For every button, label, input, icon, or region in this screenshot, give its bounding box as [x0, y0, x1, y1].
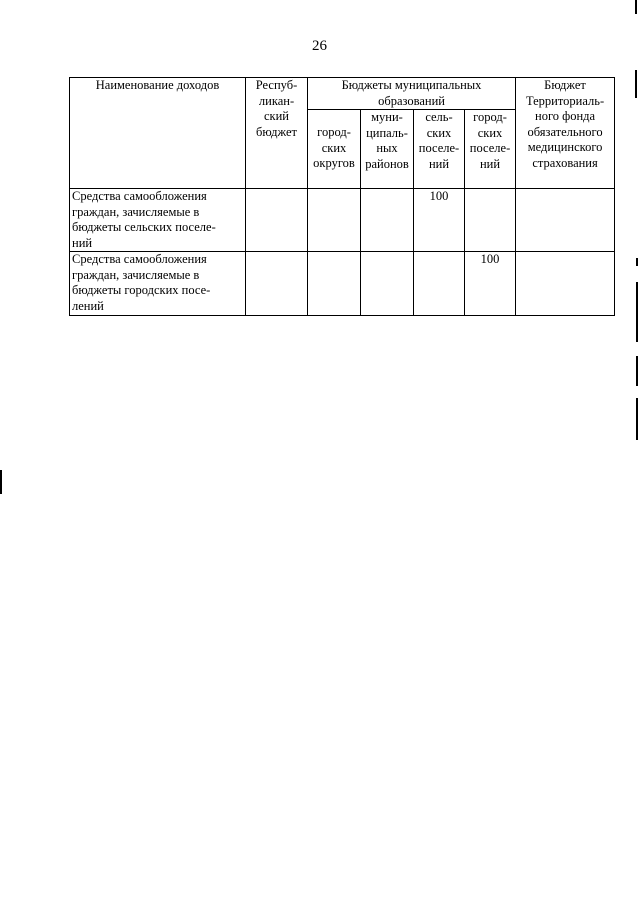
header-city-districts: город- ских округов — [308, 110, 361, 189]
cell-republican — [246, 252, 308, 316]
table-row — [70, 189, 615, 252]
header-municipal-areas: муни- ципаль- ных районов — [361, 110, 414, 189]
header-municipal-budgets: Бюджеты муниципальных образований — [308, 78, 516, 110]
scan-edge-mark — [636, 282, 638, 342]
scan-edge-mark — [636, 356, 638, 386]
scan-edge-mark — [636, 398, 638, 440]
cell-territorial-fund — [516, 252, 615, 316]
table-row — [70, 252, 615, 316]
revenue-distribution-table — [69, 77, 615, 316]
cell-municipal-areas — [361, 252, 414, 316]
cell-urban-settlements — [465, 189, 516, 252]
row-name: Средства самообложения граждан, зачисляемые в бюджеты городских посе- лений — [70, 252, 246, 316]
page-number: 26 — [312, 38, 327, 54]
scan-edge-mark — [635, 0, 637, 14]
header-rural-settlements: сель- ских поселе- ний — [414, 110, 465, 189]
header-republican-budget: Респуб- ликан- ский бюджет — [246, 78, 308, 189]
scan-edge-mark — [0, 470, 2, 494]
header-territorial-fund: Бюджет Территориаль- ного фонда обязательного медицинского страхования — [516, 78, 615, 189]
cell-urban-settlements: 100 — [465, 252, 516, 316]
cell-city-districts — [308, 189, 361, 252]
scan-edge-mark — [636, 258, 638, 266]
header-revenue-name: Наименование доходов — [70, 78, 246, 189]
row-name: Средства самообложения граждан, зачисляемые в бюджеты сельских поселе- ний — [70, 189, 246, 252]
cell-city-districts — [308, 252, 361, 316]
scan-edge-mark — [635, 70, 637, 98]
header-urban-settlements: город- ских поселе- ний — [465, 110, 516, 189]
cell-rural-settlements — [414, 252, 465, 316]
cell-municipal-areas — [361, 189, 414, 252]
cell-territorial-fund — [516, 189, 615, 252]
cell-rural-settlements: 100 — [414, 189, 465, 252]
cell-republican — [246, 189, 308, 252]
